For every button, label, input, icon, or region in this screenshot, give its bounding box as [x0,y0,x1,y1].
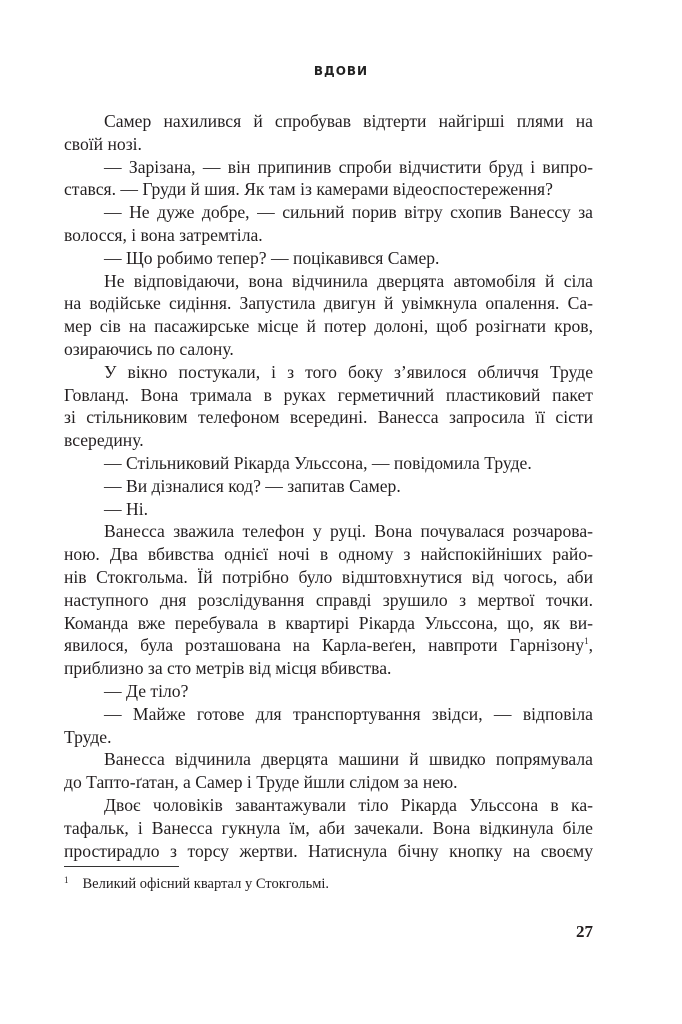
text-line [64,133,593,156]
text-line-content: ною. Два вбивства однієї ночі в одному з найспокійніших райо- [64,544,593,565]
footnote [64,875,329,893]
text-line-content: нів Стокгольма. Їй потрібно було відштовхнутися від чогось, аби [64,566,593,587]
text-line [64,406,593,429]
page-number: 27 [576,922,593,941]
text-line [64,224,593,247]
text-line [64,657,593,680]
text-line [64,361,593,384]
text-line [64,612,593,635]
footnote-divider [64,866,179,867]
text-line-content: приблизно за сто метрів від місця вбивства. [64,658,392,679]
text-line-content: Говланд. Вона тримала в руках герметичний пластиковий пакет [64,384,593,405]
footnote-text: Великий офісний квартал у Стокгольмі. [82,876,330,892]
text-line [64,748,593,771]
text-line [64,520,593,543]
text-line-content: наступного дня розслідування справді зрушило з мертвої точки. [64,589,593,610]
text-line-content: явилося, була розташована на Карла-веґен, навпроти Гарнізону [64,635,585,656]
text-line [64,794,593,817]
text-line [64,315,593,338]
text-line-content: — Що робимо тепер? — поцікавився Самер. [104,247,440,268]
text-line [64,726,593,749]
text-line-content: до Тапто-ґатан, а Самер і Труде йшли слідом за нею. [64,772,458,793]
text-line [64,292,593,315]
text-line [64,201,593,224]
text-line-content: — Не дуже добре, — сильний порив вітру схопив Ванессу за [104,202,593,223]
text-line-content: зі стільниковим телефоном всередині. Ванесса запросила її сісти [64,407,593,428]
text-line-content: — Ви дізналися код? — запитав Самер. [104,475,401,496]
text-line-content: Двоє чоловіків завантажували тіло Рікарда Ульссона в ка- [104,794,593,815]
text-line-content: — Стільниковий Рікарда Ульссона, — повідомила Труде. [104,452,532,473]
text-line [64,703,593,726]
text-line [64,680,593,703]
text-line-content: мер сів на пасажирське місце й потер долоні, щоб розігнати кров, [64,316,593,337]
text-line [64,429,593,452]
text-line [64,384,593,407]
text-line-content: своїй нозі. [64,133,142,154]
text-line [64,110,593,133]
text-line [64,543,593,566]
text-line-content: Не відповідаючи, вона відчинила дверцята автомобіля й сіла [104,270,593,291]
text-line [64,498,593,521]
text-line-content: — Майже готове для транспортування звідси, — відповіла [104,703,593,724]
text-line [64,840,593,863]
text-line-content: всередину. [64,430,144,451]
text-line [64,771,593,794]
text-line [64,156,593,179]
text-line-content: — Ні. [104,498,148,519]
text-line-content: простирадло з торсу жертви. Натиснула бічну кнопку на своєму [64,840,593,861]
text-line-content: У вікно постукали, і з того боку з’явилося обличчя Труде [104,361,593,382]
text-line-content: Ванесса зважила телефон у руці. Вона почувалася розчарова- [104,521,593,542]
running-header: ВДОВИ [313,64,369,78]
body-text [64,110,593,862]
text-line [64,566,593,589]
text-line [64,178,593,201]
text-line-content: — Зарізана, — він припинив спроби відчистити бруд і випро- [104,156,593,177]
text-line-content: Труде. [64,726,112,747]
text-line-content: — Де тіло? [104,680,189,701]
text-line-content: стався. — Груди й шия. Як там із камерами відеоспостереження? [64,179,553,200]
text-line [64,589,593,612]
text-line [64,338,593,361]
text-line-content: Самер нахилився й спробував відтерти найгірші плями на [104,111,593,131]
text-line-content: озираючись по салону. [64,338,234,359]
text-line-content: Команда вже перебувала в квартирі Рікарда Ульссона, що, як ви- [64,612,593,633]
punctuation: , [588,635,593,656]
text-line-content: Ванесса відчинила дверцята машини й швидко попрямувала [104,749,593,770]
text-line [64,634,593,657]
footnote-mark: 1 [64,875,69,885]
text-line [64,817,593,840]
text-line [64,475,593,498]
text-line [64,270,593,293]
text-line [64,452,593,475]
text-line-content: на водійське сидіння. Запустила двигун й увімкнула опалення. Са- [64,293,593,314]
text-line [64,247,593,270]
footnote-reference: 1 [584,636,589,647]
text-line-content: волосся, і вона затремтіла. [64,224,263,245]
text-line-content: тафальк, і Ванесса гукнула їм, аби зачекали. Вона відкинула біле [64,817,593,838]
